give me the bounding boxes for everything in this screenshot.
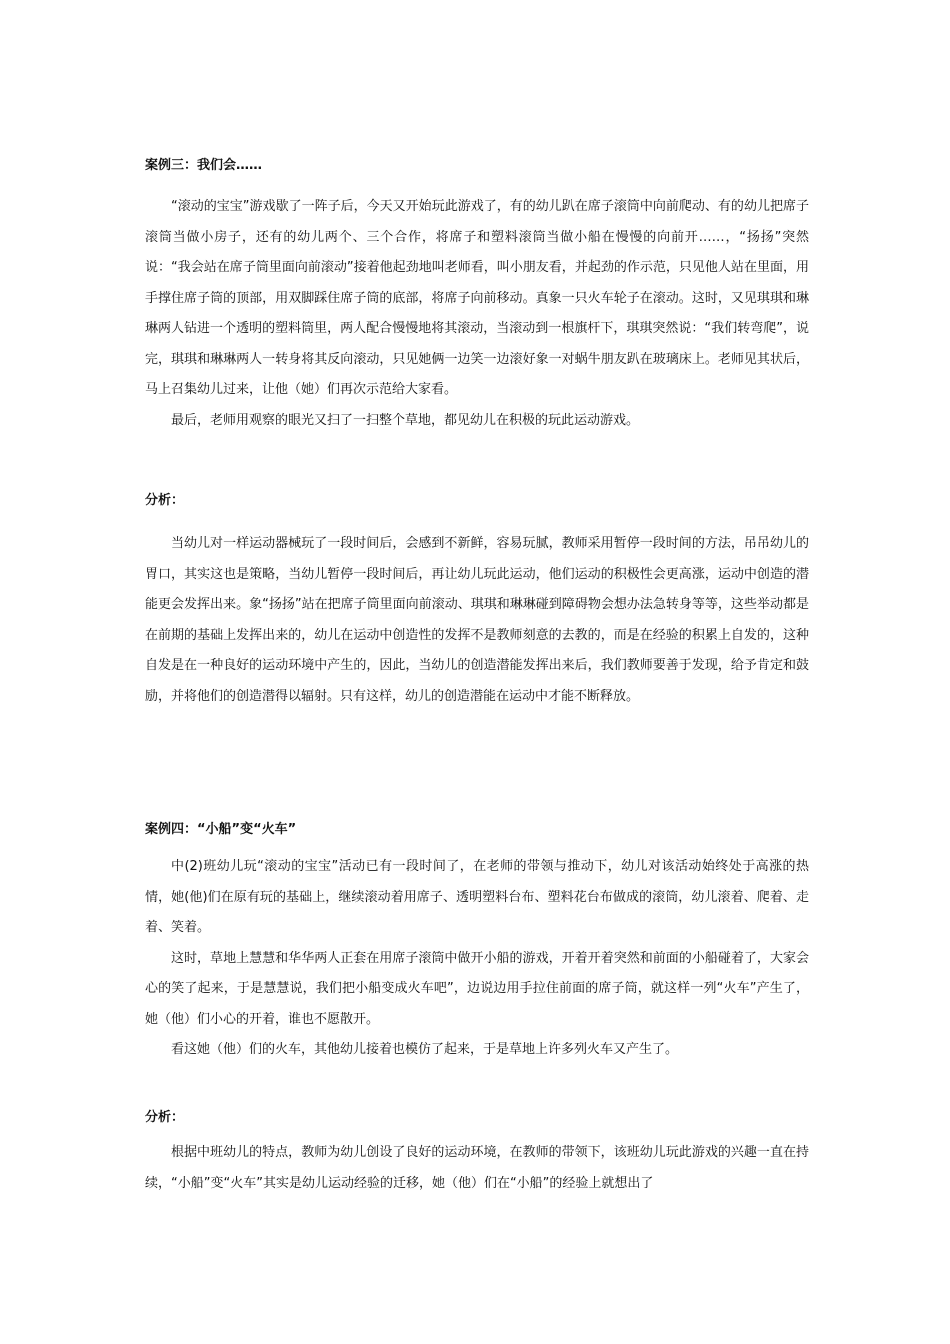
case-four-section bbox=[145, 820, 809, 1066]
case-three-section bbox=[145, 156, 809, 436]
case-three-paragraph-1: “滚动的宝宝”游戏歇了一阵子后，今天又开始玩此游戏了，有的幼儿趴在席子滚筒中向前爬动、有的幼儿把席子滚筒当做小房子，还有的幼儿两个、三个合作，将席子和塑料滚筒当做小船在慢慢的向前开……，“扬扬”突然说：“我会站在席子筒里面向前滚动”接着他起劲地叫老师看，叫小朋友看，并起劲的作示范，只见他人站在里面，用手撑住席子筒的顶部，用双脚踩住席子筒的底部，将席子向前移动。真象一只火车轮子在滚动。这时，又见琪琪和琳琳两人钻进一个透明的塑料筒里，两人配合慢慢地将其滚动，当滚动到一根旗杆下，琪琪突然说：“我们转弯爬”，说完，琪琪和琳琳两人一转身将其反向滚动，只见她俩一边笑一边滚好象一对蜗牛朋友趴在玻璃床上。老师见其状后，马上召集幼儿过来，让他（她）们再次示范给大家看。 bbox=[145, 199, 809, 397]
case-three-heading: 案例三：我们会…… bbox=[145, 158, 263, 173]
case-four-paragraph-1: 中(2)班幼儿玩“滚动的宝宝”活动已有一段时间了，在老师的带领与推动下，幼儿对该活动始终处于高涨的热情，她(他)们在原有玩的基础上，继续滚动着用席子、透明塑料台布、塑料花台布做成的滚筒，幼儿滚着、爬着、走着、笑着。 bbox=[145, 859, 809, 935]
case-four-heading: 案例四：“小船”变“火车” bbox=[145, 822, 297, 837]
analysis-one-section bbox=[145, 491, 809, 712]
analysis-one-paragraph: 当幼儿对一样运动器械玩了一段时间后，会感到不新鲜，容易玩腻，教师采用暂停一段时间的方法，吊吊幼儿的胃口，其实这也是策略，当幼儿暂停一段时间后，再让幼儿玩此运动，他们运动的积极性会更高涨，运动中创造的潜能更会发挥出来。象“扬扬”站在把席子筒里面向前滚动、琪琪和琳琳碰到障碍物会想办法急转身等等，这些举动都是在前期的基础上发挥出来的，幼儿在运动中创造性的发挥不是教师刻意的去教的，而是在经验的积累上自发的，这种自发是在一种良好的运动环境中产生的，因此，当幼儿的创造潜能发挥出来后，我们教师要善于发现，给予肯定和鼓励，并将他们的创造潜得以辐射。只有这样，幼儿的创造潜能在运动中才能不断释放。 bbox=[145, 536, 809, 704]
analysis-one-heading: 分析： bbox=[145, 493, 185, 508]
case-three-paragraph-2: 最后，老师用观察的眼光又扫了一扫整个草地，都见幼儿在积极的玩此运动游戏。 bbox=[171, 412, 640, 428]
case-four-paragraph-2: 这时，草地上慧慧和华华两人正套在用席子滚筒中做开小船的游戏，开着开着突然和前面的小船碰着了，大家会心的笑了起来，于是慧慧说，我们把小船变成火车吧”，边说边用手拉住前面的席子筒，就这样一列“火车”产生了，她（他）们小心的开着，谁也不愿散开。 bbox=[145, 950, 809, 1027]
case-four-paragraph-3: 看这她（他）们的火车，其他幼儿接着也模仿了起来，于是草地上许多列火车又产生了。 bbox=[171, 1042, 679, 1057]
analysis-two-section bbox=[145, 1108, 809, 1199]
analysis-two-paragraph: 根据中班幼儿的特点，教师为幼儿创设了良好的运动环境，在教师的带领下，该班幼儿玩此游戏的兴趣一直在持续，“小船”变“火车”其实是幼儿运动经验的迁移，她（他）们在“小船”的经验上就想出了 bbox=[145, 1145, 809, 1191]
analysis-two-heading: 分析： bbox=[145, 1110, 185, 1125]
